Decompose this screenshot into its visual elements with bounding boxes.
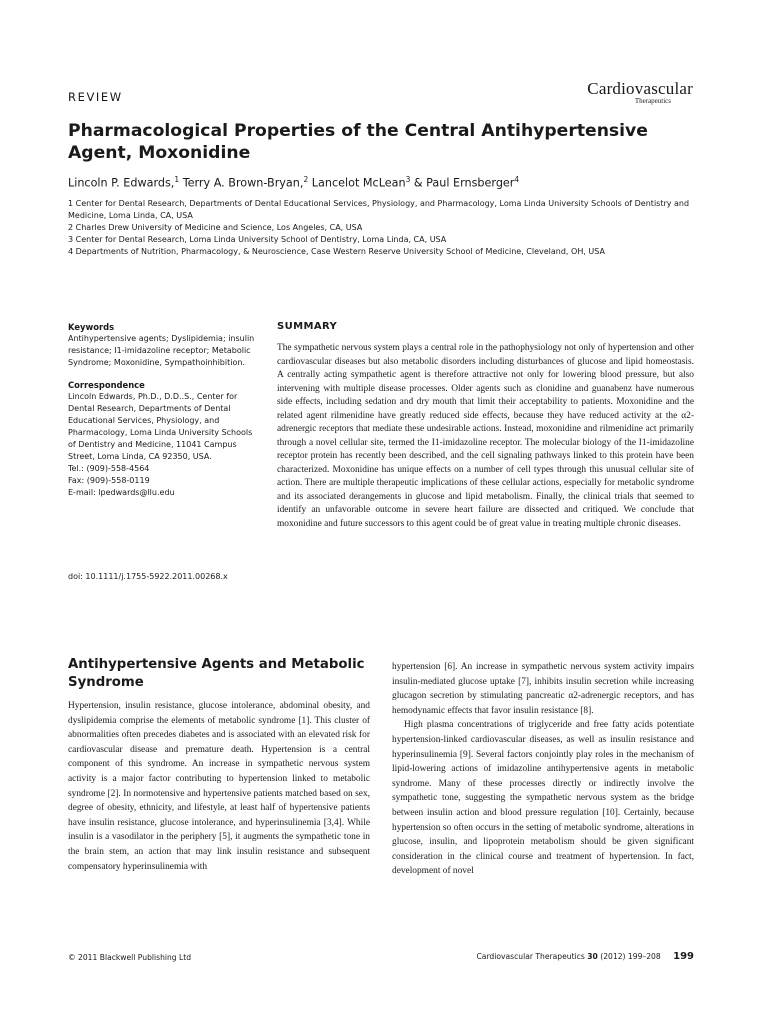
affiliation: 4 Departments of Nutrition, Pharmacology, & Neuroscience, Case Western Reserve University School of Medicine, Cleveland, OH, USA	[68, 247, 605, 256]
author-name: Lancelot McLean	[311, 176, 406, 190]
author-affil-ref: 4	[514, 175, 520, 184]
author-name: Terry A. Brown-Bryan,	[182, 176, 304, 190]
affiliations	[68, 198, 698, 258]
citation-volume: 30	[587, 952, 598, 961]
article-title: Pharmacological Properties of the Central Antihypertensive Agent, Moxonidine	[68, 121, 648, 163]
affiliation: 3 Center for Dental Research, Loma Linda University School of Dentistry, Loma Linda, CA, USA	[68, 235, 447, 244]
sidebar-metadata	[68, 321, 260, 581]
summary-heading: SUMMARY	[277, 321, 338, 332]
page-number: 199	[673, 951, 694, 962]
citation-journal: Cardiovascular Therapeutics	[476, 952, 585, 961]
summary-text: The sympathetic nervous system plays a central role in the pathophysiology not only of hypertension and other cardiovascular diseases but also metabolic disorders including disturbances of glucose and lipid homeostasis. A centrally acting sympathetic agent is therefore attractive not only for lowering blood pressure, but also intervening with multiple disease processes. Older agents such as clonidine and guanabenz have numerous side effects, including sedation and dry mouth that limit their acceptability to patients. Moxonidine and the related agent rilmenidine have greatly reduced side effects, because they have reduced activity at the α2-adrenergic receptors that mediate these undesirable actions. Instead, moxonidine and rilmenidine act primarily through a novel cellular site, termed the I1-imidazoline receptor. The molecular biology of the I1-imidazoline receptor protein has recently been described, and the cell signaling pathways linked to this protein have been characterized. Moxonidine has unique effects on a number of cell types through this unusual cellular site of action. There are multiple therapeutic implications of these cellular actions, especially for metabolic syndrome and its associated derangements in glucose and lipid metabolism. Finally, the clinical trials that seemed to identify an unfavorable outcome in severe heart failure are dissected and critiqued. We conclude that moxonidine and future successors to this agent could be of great value in treating multiple chronic diseases.	[277, 343, 694, 529]
author-name: Lincoln P. Edwards,	[68, 176, 175, 190]
journal-subtitle: Therapeutics	[634, 97, 671, 105]
body-column-left	[68, 656, 370, 874]
correspondence-heading: Correspondence	[68, 380, 145, 390]
affiliation: 2 Charles Drew University of Medicine and Science, Los Angeles, CA, USA	[68, 223, 363, 232]
citation-footer	[476, 951, 694, 962]
author-name: & Paul Ernsberger	[413, 176, 515, 190]
journal-name: Cardiovascular	[587, 79, 693, 98]
body-paragraph: High plasma concentrations of triglyceride and free fatty acids potentiate hypertension-linked cardiovascular diseases, as well as insulin resistance and hyperinsulinemia [9]. Several factors conjointly play roles in the mechanism of lipid-lowering actions of imidazoline antihypertensive agents in metabolic syndrome. Many of these processes directly or indirectly involve the sympathetic tone, suggesting the sympathetic nervous system as the bridge between insulin action and blood pressure regulation [10]. Certainly, because hypertension so often occurs in the setting of metabolic syndrome, alterations in glucose, insulin, and lipoprotein metabolism should be given significant consideration in the clinical course and treatment of hypertension. In fact, development of novel	[392, 720, 694, 877]
author-affil-ref: 3	[405, 175, 411, 184]
journal-logo	[587, 80, 693, 105]
doi[interactable]: doi: 10.1111/j.1755-5922.2011.00268.x	[68, 572, 228, 581]
citation-pages: (2012) 199–208	[600, 952, 661, 961]
author-affil-ref: 2	[303, 175, 309, 184]
correspondence-email[interactable]: E-mail: lpedwards@llu.edu	[68, 488, 175, 497]
correspondence-tel: Tel.: (909)-558-4564	[68, 464, 150, 473]
body-column-right	[392, 660, 694, 879]
keywords-block	[68, 321, 260, 369]
section-heading: Antihypertensive Agents and Metabolic Syndrome	[68, 657, 365, 690]
affiliation: 1 Center for Dental Research, Departments of Dental Educational Services, Physiology, and Pharmacology, Loma Linda University Schools of Dentistry and Medicine, Loma Linda, CA, USA	[68, 199, 690, 220]
keywords-text: Antihypertensive agents; Dyslipidemia; insulin resistance; I1-imidazoline receptor; Metabolic Syndrome; Moxonidine, Sympathoinhibition.	[68, 334, 255, 367]
keywords-heading: Keywords	[68, 322, 115, 332]
correspondence-block	[68, 379, 260, 499]
body-paragraph: hypertension [6]. An increase in sympathetic nervous system activity impairs insulin-mediated glucose uptake [7], inhibits insulin secretion while increasing glucagon secretion by stimulating pancreatic α2-adrenergic receptors, and has hemodynamic effects that favor insulin resistance [8].	[392, 662, 694, 716]
summary-section	[277, 321, 694, 531]
section-label: REVIEW	[68, 90, 123, 104]
author-affil-ref: 1	[174, 175, 180, 184]
correspondence-fax: Fax: (909)-558-0119	[68, 476, 150, 485]
correspondence-address: Lincoln Edwards, Ph.D., D.D..S., Center for Dental Research, Departments of Dental Educational Services, Physiology, and Pharmacology, Loma Linda University Schools of Dentistry and Medicine, 11041 Campus Street, Loma Linda, CA 92350, USA.	[68, 392, 253, 461]
copyright: © 2011 Blackwell Publishing Ltd	[68, 953, 192, 962]
author-list	[68, 172, 708, 192]
body-paragraph: Hypertension, insulin resistance, glucose intolerance, abdominal obesity, and dyslipidemia comprise the elements of metabolic syndrome [1]. This cluster of abnormalities often precedes diabetes and is associated with an elevated risk for cardiovascular disease and premature death. Hypertension is a central component of this syndrome. An increase in sympathetic nervous system activity is a major factor contributing to hypertension linked to metabolic syndrome [2]. In normotensive and hypertensive patients matched based on sex, degree of obesity, ethnicity, and lifestyle, at least half of hypertensive patients have insulin resistance, glucose intolerance, and hyperinsulinemia [3,4]. While insulin is a vasodilator in the periphery [5], it augments the sympathetic tone in the brain stem, an action that may link insulin resistance and subsequent compensatory hyperinsulinemia with	[68, 701, 370, 872]
